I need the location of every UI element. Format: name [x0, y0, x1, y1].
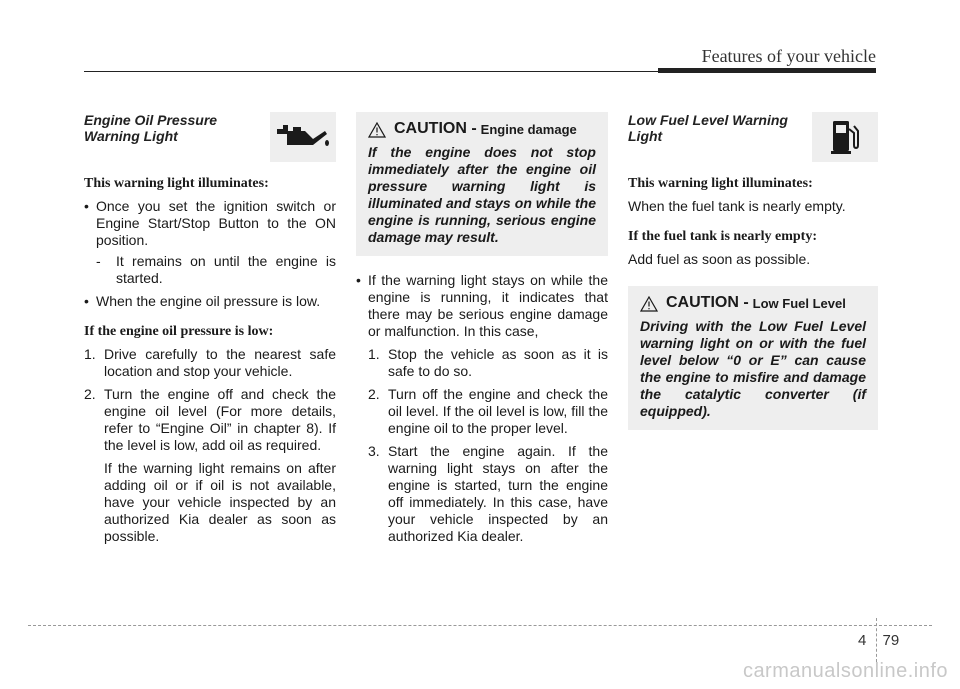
oil-can-icon [275, 119, 331, 155]
bullet-item [84, 293, 336, 310]
if-empty-text: Add fuel as soon as possible. [628, 251, 811, 267]
step-number: 3. [368, 443, 380, 459]
section-title-engine-oil: Engine Oil Pressure Warning Light [84, 112, 218, 144]
step-text: Stop the vehicle as soon as it is safe to do so. [388, 346, 608, 379]
if-low-heading: If the engine oil pressure is low: [84, 324, 274, 339]
bullet-text: Once you set the ignition switch or Engine Start/Stop Button to the ON position. [96, 198, 336, 248]
watermark: carmanualsonline.info [742, 660, 948, 682]
warning-triangle-icon [640, 296, 658, 312]
step-text: Turn off the engine and check the oil level. If the oil level is low, fill the engine oil to the proper level. [388, 386, 608, 436]
illuminates-heading: This warning light illuminates: [84, 176, 269, 191]
caution-body: Driving with the Low Fuel Level warning light on or with the fuel level below “0 or E” can cause the engine to misfire and damage the catalytic converter (if equipped). [640, 318, 866, 419]
step-item [368, 346, 608, 380]
step-number: 2. [368, 386, 380, 402]
caution-body: If the engine does not stop immediately after the engine oil pressure warning light is illuminated and stays on while the engine is running, serious engine damage may result. [368, 144, 596, 245]
header-rule-accent [658, 68, 876, 73]
bullet-text: When the engine oil pressure is low. [96, 293, 321, 309]
fuel-pump-icon-box [812, 112, 878, 162]
if-empty-heading: If the fuel tank is nearly empty: [628, 229, 817, 244]
step-item [368, 443, 608, 545]
step-text: Drive carefully to the nearest safe location and stop your vehicle. [104, 346, 336, 379]
step-item [84, 386, 336, 454]
illuminates-heading: This warning light illuminates: [628, 176, 813, 191]
section-title-low-fuel: Low Fuel Level Warning Light [628, 112, 788, 144]
caution-label: CAUTION - [666, 294, 749, 311]
caution-header [368, 120, 596, 138]
column-caution-engine [356, 112, 608, 551]
caution-label: CAUTION - [394, 120, 477, 137]
caution-subtitle: Low Fuel Level [752, 296, 846, 311]
chapter-number: 4 [858, 632, 867, 649]
bullet-item [356, 272, 608, 340]
bullet-item [84, 198, 336, 287]
sub-item: - It remains on until the engine is started. [96, 253, 336, 286]
sub-item-text: It remains on until the engine is started. [116, 253, 336, 286]
step-followup-text: If the warning light remains on after adding oil or if oil is not available, have your vehicle inspected by an authorized Kia dealer as soon as possible. [104, 460, 336, 544]
section-header-engine-oil [84, 112, 336, 162]
column-low-fuel [628, 112, 878, 430]
step-text: Turn the engine off and check the engine oil level (For more details, refer to “Engine Oil” in chapter 8). If the level is low, add oil as required. [104, 386, 336, 453]
column-engine-oil [84, 112, 336, 545]
step-item [368, 386, 608, 437]
page-header-title: Features of your vehicle [701, 46, 876, 66]
caution-header [640, 294, 866, 312]
oil-can-icon-box [270, 112, 336, 162]
step-number: 1. [84, 346, 96, 362]
step-number: 2. [84, 386, 96, 402]
caution-box-low-fuel [628, 286, 878, 430]
warning-triangle-icon [368, 122, 386, 138]
step-text: Start the engine again. If the warning light stays on after the engine is started, turn the engine off immediately. In this case, have your vehicle inspected by an authorized Kia dealer. [388, 443, 608, 544]
page-number [858, 632, 899, 649]
caution-box-engine-damage [356, 112, 608, 256]
step-number: 1. [368, 346, 380, 362]
page-number-value: 79 [882, 632, 900, 649]
fuel-pump-icon [830, 117, 860, 157]
bullet-text: If the warning light stays on while the engine is running, it indicates that there may be serious engine damage or malfunction. In this case, [368, 272, 608, 339]
step-item [84, 346, 336, 380]
footer-rule [28, 625, 932, 626]
section-header-low-fuel [628, 112, 878, 162]
caution-subtitle: Engine damage [480, 122, 577, 137]
illuminates-text: When the fuel tank is nearly empty. [628, 198, 846, 214]
